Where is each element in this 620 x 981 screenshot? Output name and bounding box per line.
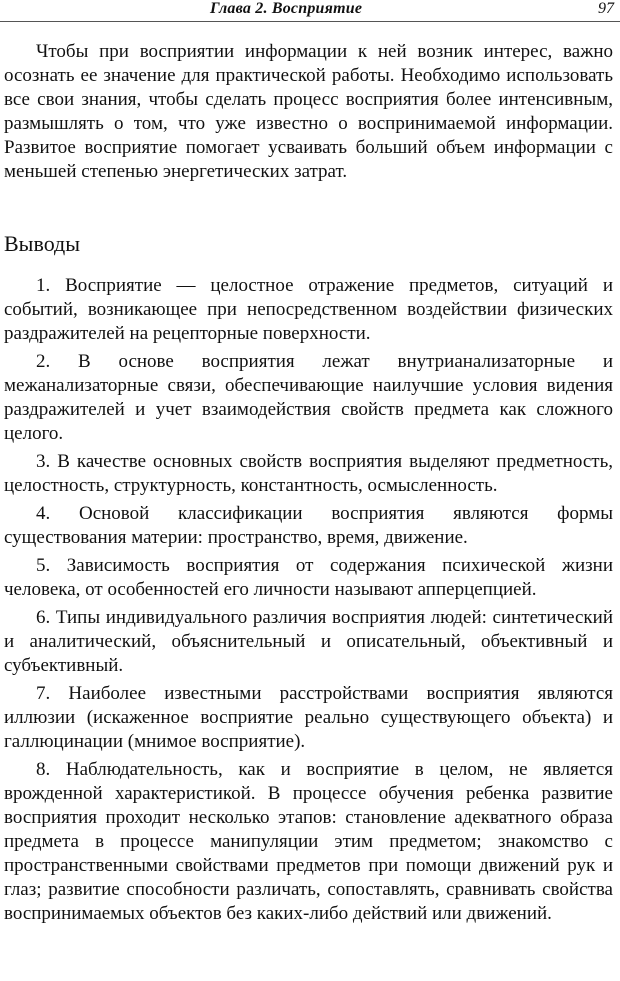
conclusion-item-3: 3. В качестве основных свойств восприятия выделяют предметность, целостность, структурность, константность, осмысленность. [4,451,613,496]
intro-paragraph: Чтобы при восприятии информации к ней возник интерес, важно осознать ее значение для практической работы. Необходимо использовать все свои знания, чтобы сделать процесс восприятия более интенсивным, размышлять о том, что уже известно о воспринимаемой информации. Развитое восприятие помогает усваивать больший объем информации с меньшей степенью энергетических затрат. [4,41,613,182]
conclusions-list [4,274,613,926]
section-heading-conclusions: Выводы [4,231,81,256]
conclusion-item-2: 2. В основе восприятия лежат внутрианализаторные и межанализаторные связи, обеспечивающие наилучшие условия видения раздражителей и учет взаимодействия свойств предмета как сложного целого. [4,351,613,444]
conclusion-item-1: 1. Восприятие — целостное отражение предметов, ситуаций и событий, возникающее при непосредственном воздействии физических раздражителей на рецепторные поверхности. [4,275,613,344]
conclusion-item-4: 4. Основой классификации восприятия являются формы существования материи: пространство, время, движение. [4,503,613,548]
conclusion-item-6: 6. Типы индивидуального различия восприятия людей: синтетический и аналитический, объяснительный и описательный, объективный и субъективный. [4,607,613,676]
page-number: 97 [598,0,614,17]
running-title: Глава 2. Восприятие [210,0,363,17]
header-rule [0,21,620,22]
conclusion-item-8: 8. Наблюдательность, как и восприятие в целом, не является врожденной характеристикой. В процессе обучения ребенка развитие восприятия проходит несколько этапов: становление адекватного образа предмета в процессе манипуляции этим предметом; знакомство с пространственными свойствами предметов при помощи движений рук и глаз; развитие способности различать, сопоставлять, сравнивать свойства воспринимаемых объектов без каких-либо действий или движений. [4,759,613,924]
conclusion-item-7: 7. Наиболее известными расстройствами восприятия являются иллюзии (искаженное восприятие реально существующего объекта) и галлюцинации (мнимое восприятие). [4,683,613,752]
conclusion-item-5: 5. Зависимость восприятия от содержания психической жизни человека, от особенностей его личности называют апперцепцией. [4,555,613,600]
page-header [0,0,620,22]
page-content [4,40,613,930]
